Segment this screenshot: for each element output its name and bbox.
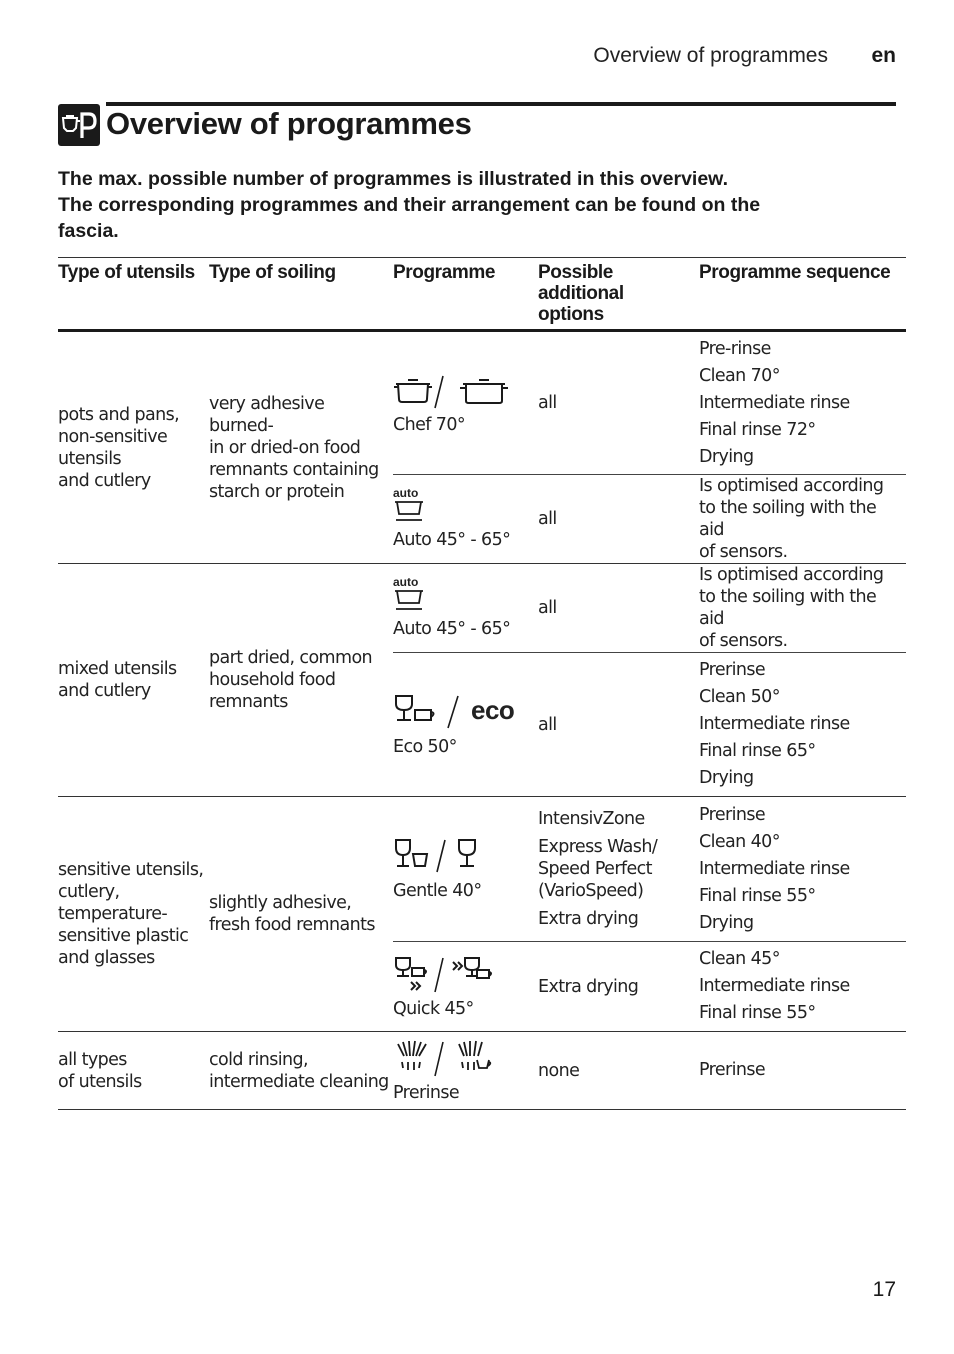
cell-line: remnants <box>209 692 288 712</box>
auto-basket-icon <box>393 576 538 614</box>
cell-line: starch or protein <box>209 481 345 502</box>
sequence-step: Intermediate rinse <box>699 392 850 413</box>
option-item: Extra drying <box>538 909 639 929</box>
sequence-step: Final rinse 72° <box>699 419 816 440</box>
options-cell <box>538 653 699 797</box>
options-cell <box>538 564 699 653</box>
sequence-step: Prerinse <box>699 804 766 825</box>
header-line: additional <box>538 283 624 304</box>
chef-pot-icon <box>393 370 513 410</box>
col-header-soiling: Type of soiling <box>209 258 393 331</box>
sequence-step: Intermediate rinse <box>699 858 850 879</box>
auto-label: auto <box>393 486 419 500</box>
cell-line: all types <box>58 1049 127 1070</box>
programme-name: Chef 70° <box>393 415 466 435</box>
sequence-step: Intermediate rinse <box>699 714 850 734</box>
programme-cell <box>393 653 538 797</box>
option-item: Speed Perfect <box>538 859 652 879</box>
options-cell <box>538 1032 699 1110</box>
programme-cell <box>393 331 538 475</box>
sequence-step: Clean 45° <box>699 949 780 969</box>
col-header-options <box>538 258 699 331</box>
cell-line: part dried, common <box>209 648 373 668</box>
cell-line: remnants containing <box>209 459 379 480</box>
sequence-cell <box>699 653 906 797</box>
cell-line: and cutlery <box>58 470 151 491</box>
language-code: en <box>871 44 896 67</box>
sequence-step: Drying <box>699 768 754 788</box>
header-line: options <box>538 304 604 325</box>
sequence-step: Is optimised according <box>699 565 884 585</box>
utensils-cell <box>58 564 209 797</box>
cell-line: slightly adhesive, <box>209 893 352 913</box>
option-item: none <box>538 1060 580 1081</box>
options-cell <box>538 797 699 942</box>
sequence-step: Drying <box>699 446 754 467</box>
options-cell <box>538 331 699 475</box>
programme-p-icon <box>58 104 100 146</box>
glass-icon <box>393 836 483 876</box>
cell-line: cold rinsing, <box>209 1049 308 1070</box>
sequence-cell <box>699 475 906 564</box>
soiling-cell <box>209 1032 393 1110</box>
table-header-row <box>58 258 906 331</box>
chapter-title: Overview of programmes <box>106 106 472 141</box>
cell-line: mixed utensils <box>58 659 177 679</box>
cell-line: and cutlery <box>58 681 151 701</box>
sequence-step: Prerinse <box>699 1060 766 1080</box>
option-item: all <box>538 598 557 618</box>
programme-cell <box>393 942 538 1032</box>
programme-name: Auto 45° - 65° <box>393 619 511 639</box>
sequence-step: Drying <box>699 912 754 933</box>
option-item: all <box>538 393 557 413</box>
programme-cell <box>393 564 538 653</box>
cell-line: utensils <box>58 448 121 469</box>
utensils-cell <box>58 1032 209 1110</box>
option-item: Extra drying <box>538 976 639 997</box>
sequence-step: Clean 40° <box>699 831 780 852</box>
sequence-step: Prerinse <box>699 660 766 680</box>
auto-label: auto <box>393 575 419 589</box>
cell-line: cutlery, <box>58 882 120 902</box>
col-header-sequence: Programme sequence <box>699 258 906 331</box>
programme-cell <box>393 1032 538 1110</box>
programme-name: Quick 45° <box>393 998 474 1019</box>
sequence-step: Is optimised according <box>699 476 884 496</box>
option-item: all <box>538 509 557 529</box>
programme-name: Gentle 40° <box>393 881 482 901</box>
col-header-programme: Programme <box>393 258 538 331</box>
eco-icon <box>393 692 538 732</box>
programme-name: Auto 45° - 65° <box>393 530 511 550</box>
sequence-step: Final rinse 65° <box>699 741 816 761</box>
programme-cell <box>393 797 538 942</box>
sequence-step: of sensors. <box>699 631 788 651</box>
programme-name: Eco 50° <box>393 736 457 757</box>
col-header-utensils: Type of utensils <box>58 258 209 331</box>
intro-text <box>58 166 888 244</box>
sequence-cell <box>699 564 906 653</box>
cell-line: sensitive utensils, <box>58 860 204 880</box>
cell-line: and glasses <box>58 948 155 968</box>
sequence-step: Clean 70° <box>699 365 780 386</box>
option-item: IntensivZone <box>538 809 645 829</box>
options-cell <box>538 475 699 564</box>
page-number: 17 <box>872 1278 896 1301</box>
sequence-step: Clean 50° <box>699 687 780 707</box>
cell-line: intermediate cleaning <box>209 1071 389 1092</box>
table-row <box>58 564 906 653</box>
soiling-cell <box>209 564 393 797</box>
sequence-step: Final rinse 55° <box>699 1003 816 1023</box>
cell-line: sensitive plastic <box>58 926 189 946</box>
sequence-step: to the soiling with the aid <box>699 498 877 540</box>
option-item: Express Wash/ <box>538 837 658 857</box>
cell-line: of utensils <box>58 1071 142 1092</box>
table-row <box>58 797 906 942</box>
prerinse-shower-icon <box>393 1038 498 1078</box>
programme-table <box>58 257 906 1110</box>
sequence-step: Final rinse 55° <box>699 885 816 906</box>
utensils-cell <box>58 331 209 564</box>
cell-line: very adhesive burned- <box>209 393 325 436</box>
eco-label: eco <box>471 694 515 725</box>
running-header-title: Overview of programmes <box>593 44 828 67</box>
sequence-cell <box>699 331 906 475</box>
sequence-cell <box>699 797 906 942</box>
cell-line: fresh food remnants <box>209 915 375 935</box>
utensils-cell <box>58 797 209 1032</box>
options-cell <box>538 942 699 1032</box>
sequence-step: Pre-rinse <box>699 338 771 359</box>
auto-basket-icon <box>393 487 538 525</box>
option-item: all <box>538 714 557 735</box>
programme-name: Prerinse <box>393 1082 460 1103</box>
intro-line: fascia. <box>58 220 119 242</box>
sequence-cell <box>699 942 906 1032</box>
sequence-cell <box>699 1032 906 1110</box>
option-item: (VarioSpeed) <box>538 881 644 901</box>
header-line: Possible <box>538 262 613 283</box>
sequence-step: Intermediate rinse <box>699 976 850 996</box>
intro-line: The max. possible number of programmes is illustrated in this overview. <box>58 168 729 190</box>
cell-line: non-sensitive <box>58 426 168 447</box>
cell-line: household food <box>209 670 336 690</box>
soiling-cell <box>209 331 393 564</box>
intro-line: The corresponding programmes and their arrangement can be found on the <box>58 194 761 216</box>
programme-cell <box>393 475 538 564</box>
table-row <box>58 1032 906 1110</box>
running-header <box>0 44 954 72</box>
sequence-step: to the soiling with the aid <box>699 587 877 629</box>
soiling-cell <box>209 797 393 1032</box>
cell-line: temperature- <box>58 904 168 924</box>
table-row <box>58 331 906 475</box>
cell-line: pots and pans, <box>58 404 180 425</box>
cell-line: in or dried-on food <box>209 437 361 458</box>
sequence-step: of sensors. <box>699 542 788 562</box>
quick-icon <box>393 954 498 994</box>
